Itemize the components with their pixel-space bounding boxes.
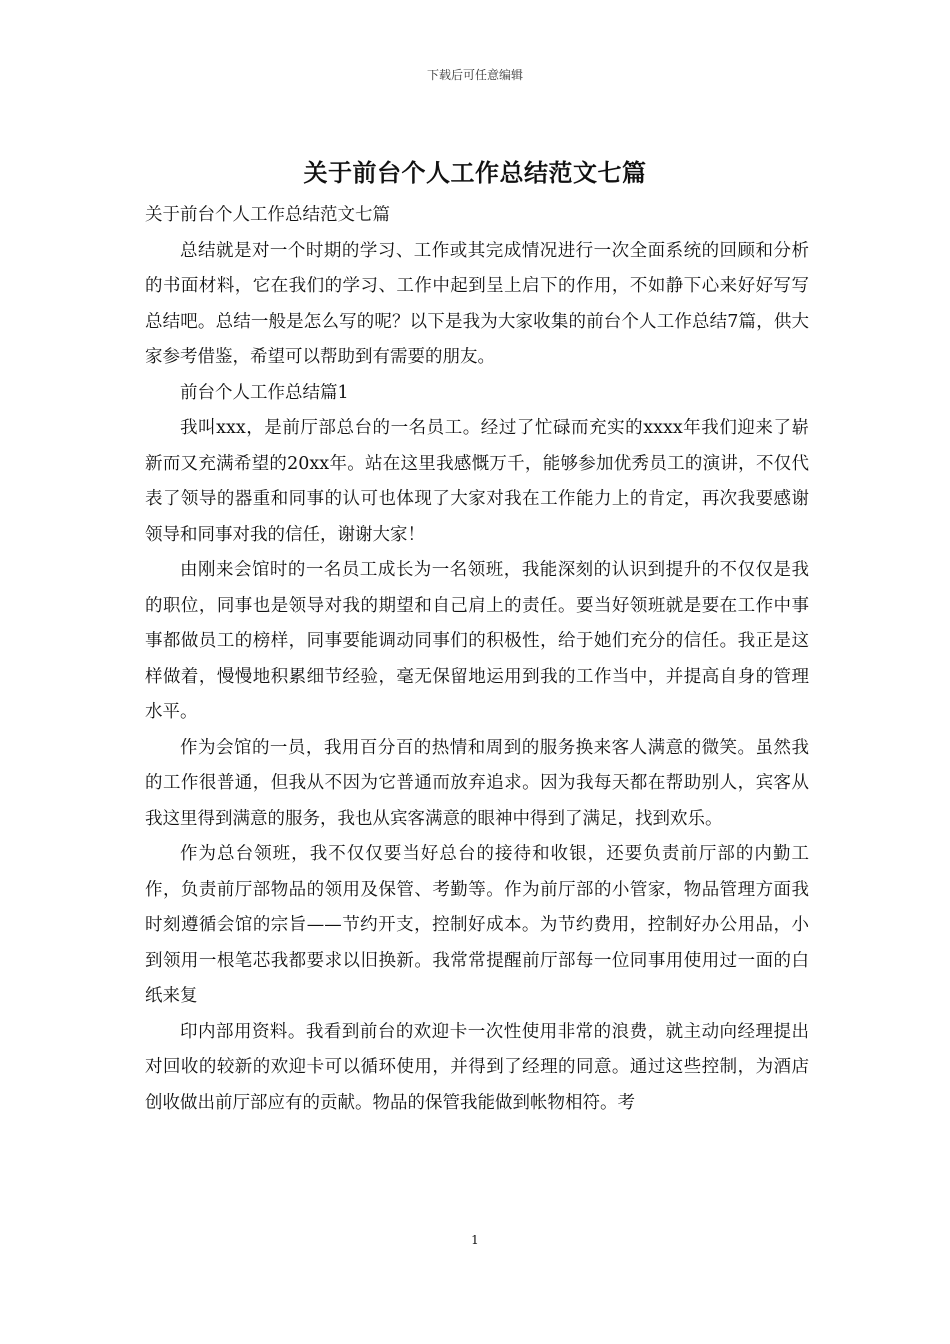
document-body	[145, 198, 809, 1121]
header-note: 下载后可任意编辑	[426, 68, 523, 82]
intro-paragraph: 总结就是对一个时期的学习、工作或其完成情况进行一次全面系统的回顾和分析的书面材料，它在我们的学习、工作中起到呈上启下的作用，不如静下心来好好写写总结吧。总结一般是怎么写的呢？以下是我为大家收集的前台个人工作总结7篇，供大家参考借鉴，希望可以帮助到有需要的朋友。	[145, 240, 809, 367]
body-paragraph: 我叫xxx，是前厅部总台的一名员工。经过了忙碌而充实的xxxx年我们迎来了崭新而又充满希望的20xx年。站在这里我感慨万千，能够参加优秀员工的演讲，不仅代表了领导的器重和同事的认可也体现了大家对我在工作能力上的肯定，再次我要感谢领导和同事对我的信任，谢谢大家！	[145, 418, 809, 545]
section-heading: 前台个人工作总结篇1	[180, 382, 349, 403]
body-paragraph: 印内部用资料。我看到前台的欢迎卡一次性使用非常的浪费，就主动向经理提出对回收的较新的欢迎卡可以循环使用，并得到了经理的同意。通过这些控制，为酒店创收做出前厅部应有的贡献。物品的保管我能做到帐物相符。考	[145, 1021, 809, 1113]
page-number: 1	[471, 1233, 479, 1247]
body-paragraph: 作为总台领班，我不仅仅要当好总台的接待和收银，还要负责前厅部的内勤工作，负责前厅部物品的领用及保管、考勤等。作为前厅部的小管家，物品管理方面我时刻遵循会馆的宗旨——节约开支，控制好成本。为节约费用，控制好办公用品，小到领用一根笔芯我都要求以旧换新。我常常提醒前厅部每一位同事用使用过一面的白纸来复	[145, 844, 809, 1006]
body-paragraph: 作为会馆的一员，我用百分百的热情和周到的服务换来客人满意的微笑。虽然我的工作很普通，但我从不因为它普通而放弃追求。因为我每天都在帮助别人，宾客从我这里得到满意的服务，我也从宾客满意的眼神中得到了满足，找到欢乐。	[145, 737, 809, 829]
document-title: 关于前台个人工作总结范文七篇	[303, 158, 647, 187]
body-paragraph: 由刚来会馆时的一名员工成长为一名领班，我能深刻的认识到提升的不仅仅是我的职位，同事也是领导对我的期望和自己肩上的责任。要当好领班就是要在工作中事事都做员工的榜样，同事要能调动同事们的积极性，给于她们充分的信任。我正是这样做着，慢慢地积累细节经验，毫无保留地运用到我的工作当中，并提高自身的管理水平。	[145, 560, 809, 722]
subtitle-paragraph: 关于前台个人工作总结范文七篇	[145, 205, 390, 225]
